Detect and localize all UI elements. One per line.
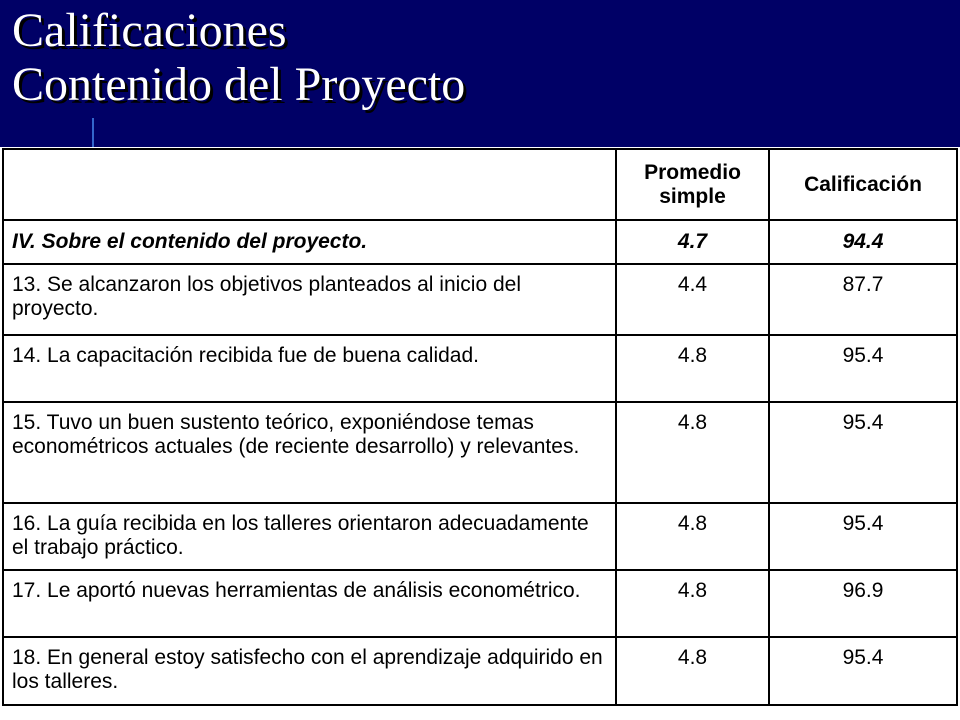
section-label: IV. Sobre el contenido del proyecto.: [3, 220, 616, 264]
row-calificacion: 95.4: [769, 402, 957, 503]
row-promedio: 4.8: [616, 335, 769, 402]
row-label: 14. La capacitación recibida fue de buena calidad.: [3, 335, 616, 402]
row-calificacion: 95.4: [769, 637, 957, 705]
row-label: 16. La guía recibida en los talleres orientaron adecuadamente el trabajo práctico.: [3, 503, 616, 570]
header-empty: [3, 149, 616, 220]
ratings-table: [2, 148, 958, 706]
decorative-line: [92, 118, 94, 147]
row-promedio: 4.8: [616, 503, 769, 570]
row-calificacion: 87.7: [769, 264, 957, 335]
row-calificacion: 95.4: [769, 335, 957, 402]
row-label: 18. En general estoy satisfecho con el aprendizaje adquirido en los talleres.: [3, 637, 616, 705]
header-calificacion: Calificación: [769, 149, 957, 220]
row-label: 13. Se alcanzaron los objetivos planteados al inicio del proyecto.: [3, 264, 616, 335]
title-line-2: Contenido del Proyecto: [12, 58, 466, 111]
slide-title: [12, 4, 465, 112]
section-promedio: 4.7: [616, 220, 769, 264]
row-calificacion: 95.4: [769, 503, 957, 570]
title-line-1: Calificaciones: [12, 4, 287, 57]
section-row: [3, 220, 957, 264]
row-promedio: 4.8: [616, 402, 769, 503]
table-row: [3, 335, 957, 402]
row-promedio: 4.8: [616, 570, 769, 637]
row-calificacion: 96.9: [769, 570, 957, 637]
row-promedio: 4.8: [616, 637, 769, 705]
slide-header: [0, 0, 960, 147]
row-label: 15. Tuvo un buen sustento teórico, exponiéndose temas econométricos actuales (de reciente desarrollo) y relevantes.: [3, 402, 616, 503]
row-label: 17. Le aportó nuevas herramientas de análisis econométrico.: [3, 570, 616, 637]
section-calificacion: 94.4: [769, 220, 957, 264]
header-promedio: Promedio simple: [616, 149, 769, 220]
table-row: [3, 637, 957, 705]
row-promedio: 4.4: [616, 264, 769, 335]
table-row: [3, 402, 957, 503]
table-row: [3, 503, 957, 570]
table-header-row: [3, 149, 957, 220]
table-row: [3, 570, 957, 637]
table-row: [3, 264, 957, 335]
